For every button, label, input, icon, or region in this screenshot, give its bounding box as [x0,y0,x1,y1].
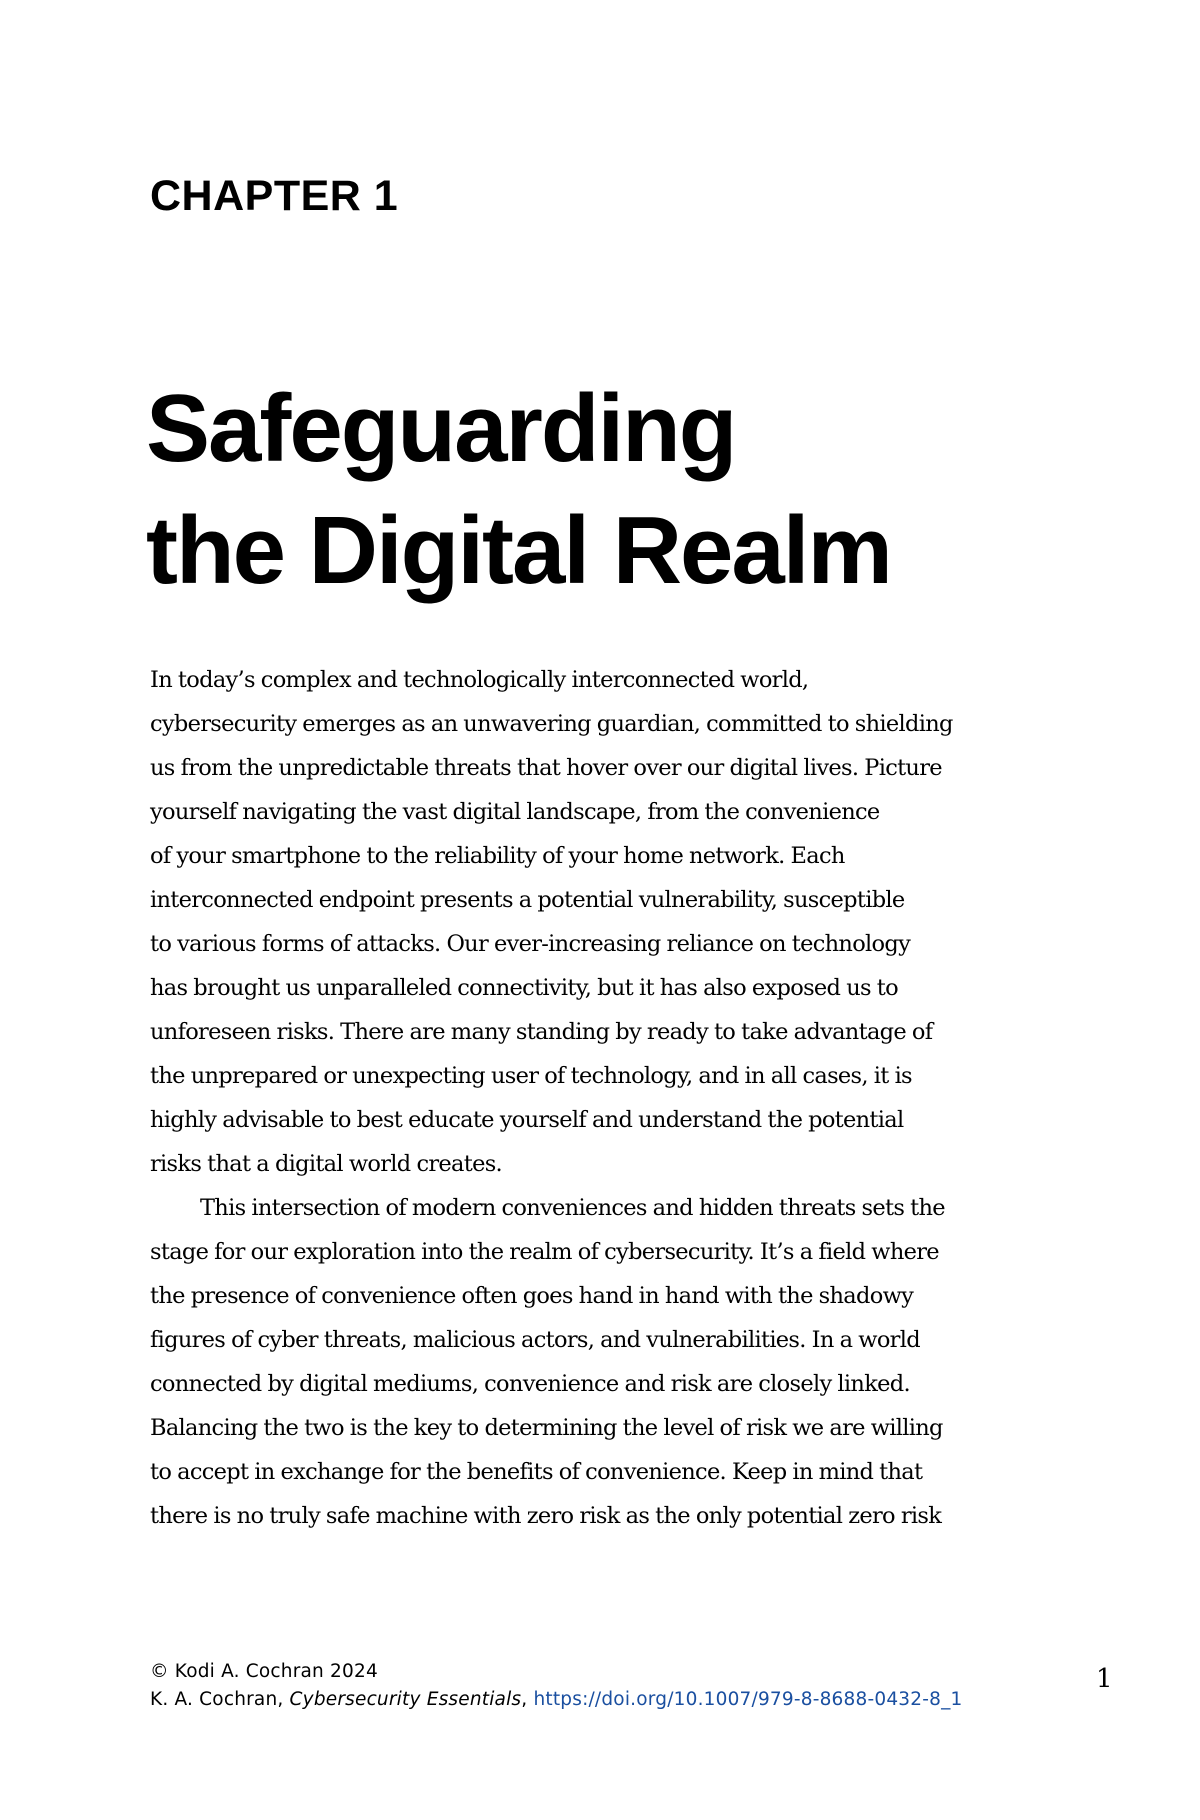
chapter-title-line-2: the Digital Realm [146,497,891,604]
text-line: risks that a digital world creates. [150,1151,502,1177]
text-line: In today’s complex and technologically interconnected world, [150,667,809,693]
text-line: yourself navigating the vast digital landscape, from the convenience [150,799,880,825]
page-number: 1 [1096,1664,1113,1694]
copyright-line: © Kodi A. Cochran 2024 [150,1661,378,1682]
text-line: connected by digital mediums, convenience and risk are closely linked. [150,1371,910,1397]
text-line: us from the unpredictable threats that hover over our digital lives. Picture [150,755,942,781]
chapter-label: CHAPTER 1 [150,172,399,220]
text-line: This intersection of modern conveniences and hidden threats sets the [200,1195,945,1221]
chapter-title [146,368,891,612]
text-line: highly advisable to best educate yourself and understand the potential [150,1107,904,1133]
citation-author: K. A. Cochran, [150,1689,290,1710]
citation-separator: , [521,1689,534,1710]
citation-book-title: Cybersecurity Essentials [289,1689,522,1710]
body-text [150,658,1112,1538]
text-line: of your smartphone to the reliability of your home network. Each [150,843,845,869]
text-line: the unprepared or unexpecting user of technology, and in all cases, it is [150,1063,912,1089]
text-line: figures of cyber threats, malicious actors, and vulnerabilities. In a world [150,1327,920,1353]
text-line: the presence of convenience often goes hand in hand with the shadowy [150,1283,914,1309]
text-line: interconnected endpoint presents a potential vulnerability, susceptible [150,887,905,913]
chapter-title-line-1: Safeguarding [146,375,736,482]
citation-line [150,1686,963,1714]
text-line: unforeseen risks. There are many standing by ready to take advantage of [150,1019,933,1045]
text-line: Balancing the two is the key to determining the level of risk we are willing [150,1415,943,1441]
text-line: has brought us unparalleled connectivity, but it has also exposed us to [150,975,898,1001]
text-line: to various forms of attacks. Our ever-increasing reliance on technology [150,931,911,957]
text-line: there is no truly safe machine with zero risk as the only potential zero risk [150,1503,942,1529]
paragraph-1 [150,658,1112,1186]
text-line: to accept in exchange for the benefits of convenience. Keep in mind that [150,1459,923,1485]
doi-link[interactable]: https://doi.org/10.1007/979-8-8688-0432-8_1 [533,1689,963,1710]
paragraph-2 [150,1186,1112,1538]
text-line: cybersecurity emerges as an unwavering guardian, committed to shielding [150,711,953,737]
page-footer [150,1658,963,1714]
text-line: stage for our exploration into the realm of cybersecurity. It’s a field where [150,1239,939,1265]
